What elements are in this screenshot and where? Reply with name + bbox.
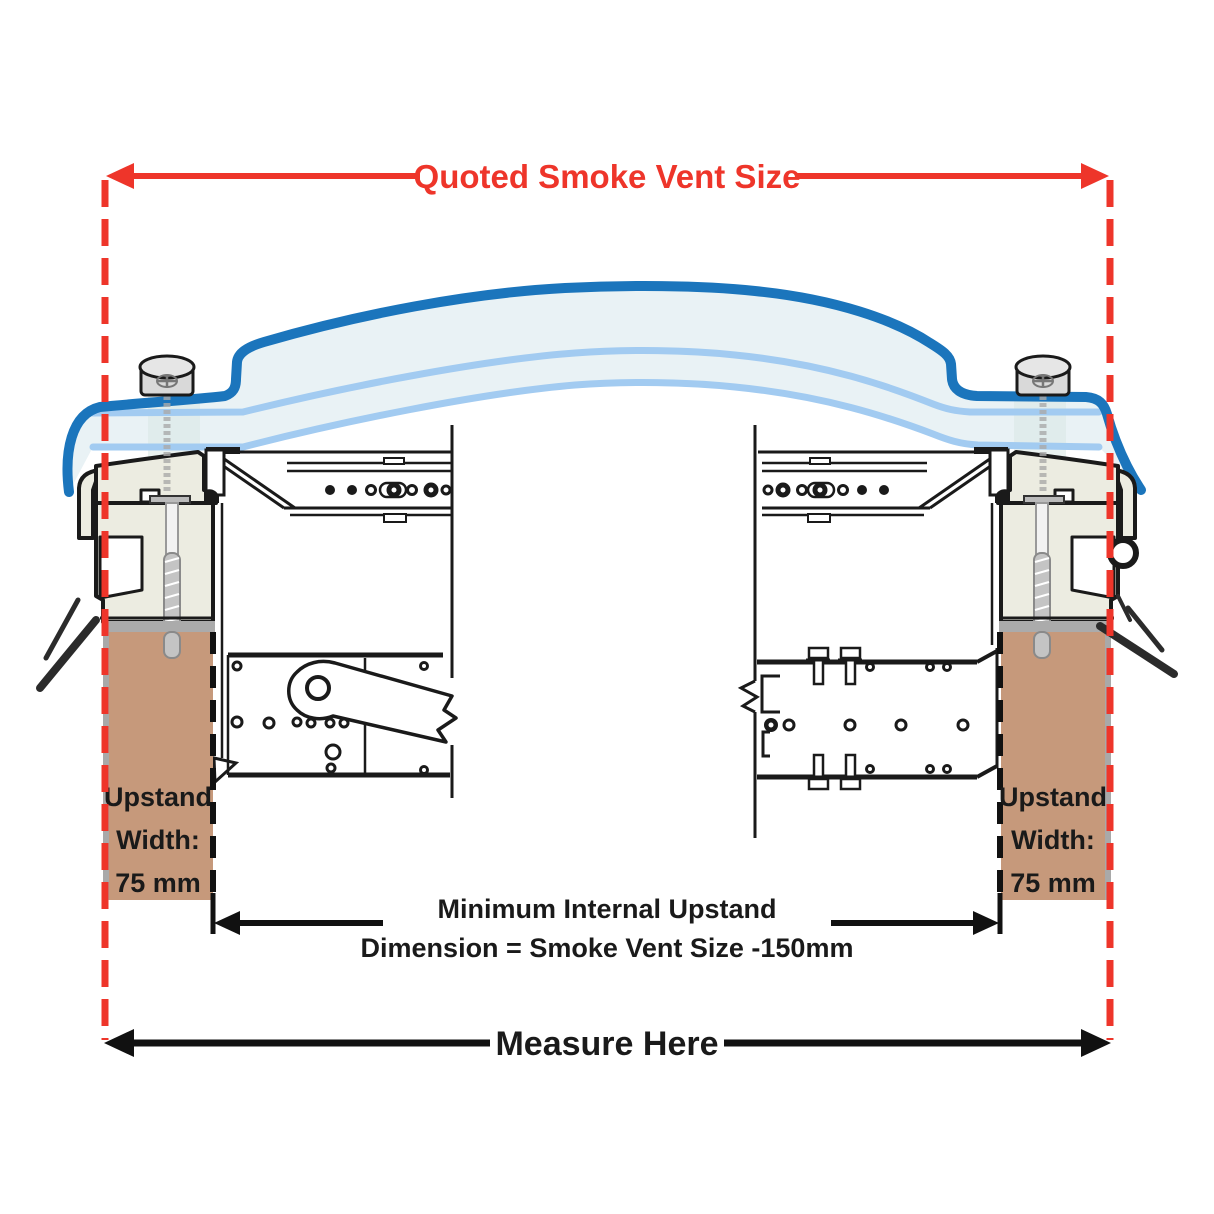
internal-dimension-text-line2: Dimension = Smoke Vent Size -150mm [360,933,854,963]
arrowhead-left [106,163,134,189]
rivet-hole [784,720,794,730]
arrowhead-left [214,911,240,935]
screw-cap-right [1016,356,1070,395]
rivet-hole [764,486,772,494]
arrowhead-right [973,911,999,935]
rivet-hole [232,717,242,727]
bolts-bottom [806,755,862,789]
quoted-size-text: Quoted Smoke Vent Size [413,158,801,195]
rivet-hole [421,663,428,670]
rivet-hole [307,719,315,727]
screw-cap-left [140,356,194,395]
measure-here-text: Measure Here [495,1025,719,1063]
bracket-c-shape [762,676,780,712]
frame-rail-left [206,425,452,798]
rivet-hole [367,486,376,495]
bracket-c-shape-small [763,732,770,756]
rivet-hole [325,485,335,495]
rivet-hole [944,664,951,671]
arrowhead-left [104,1029,134,1057]
screw-washer-right [1024,496,1064,503]
rivet-hole [839,486,848,495]
dpc-strip-left [103,621,215,632]
rivet-hole [233,662,241,670]
rivet-hole [857,485,867,495]
kerb-right-eyelet [1110,540,1136,566]
rivet-hole [927,664,934,671]
right-upstand-label-line1: Upstand [999,782,1107,812]
rivet-hole [442,486,450,494]
rivet-hole [867,766,874,773]
break-zigzag-right [741,681,757,712]
rivet-hole [421,767,428,774]
frame-foot-left [214,758,236,782]
rivet-hole [347,485,357,495]
rivet-hole [327,764,335,772]
measure-here-annotation [104,1025,1111,1063]
rivet-hole [944,766,951,773]
actuator-arm [289,661,456,742]
opening-mechanism-left [228,655,456,775]
mechanism-right-holes [764,664,968,773]
rivet-hole [340,719,348,727]
rivet-hole [896,720,906,730]
screw-tip-left [164,632,180,658]
left-upstand-label-line2: Width: [116,825,200,855]
bolts-top [806,648,862,684]
screw-washer-left [150,496,190,503]
right-upstand-label-line3: 75 mm [1010,868,1096,898]
right-upstand-label-line2: Width: [1011,825,1095,855]
dpc-strip-right [999,621,1111,632]
rail-right-fixings [764,483,889,498]
arrowhead-right [1081,1029,1111,1057]
rivet-hole [927,766,934,773]
timber-upstand-left [103,632,213,900]
upstand-width-labels [104,782,1107,898]
timber-upstand-right [1001,632,1111,900]
rivet-hole [264,718,274,728]
screw-shank-left [166,503,178,555]
rivet-hole [326,719,334,727]
rivet-hole [879,485,889,495]
left-upstand-label-line3: 75 mm [115,868,201,898]
rivet-hole [867,664,874,671]
rivet-hole [798,486,807,495]
screw-tip-right [1034,632,1050,658]
rivet-hole [958,720,968,730]
arrowhead-right [1081,163,1109,189]
rivet-hole [326,745,340,759]
arm-pivot-hole [307,677,329,699]
rivet-hole [293,718,301,726]
internal-dimension-text-line1: Minimum Internal Upstand [437,894,777,924]
rivet-hole [408,486,417,495]
left-upstand-label-line1: Upstand [104,782,212,812]
opening-mechanism-right [741,648,997,789]
rail-left-fixings [325,483,450,498]
screw-shank-right [1036,503,1048,555]
rivet-hole [845,720,855,730]
